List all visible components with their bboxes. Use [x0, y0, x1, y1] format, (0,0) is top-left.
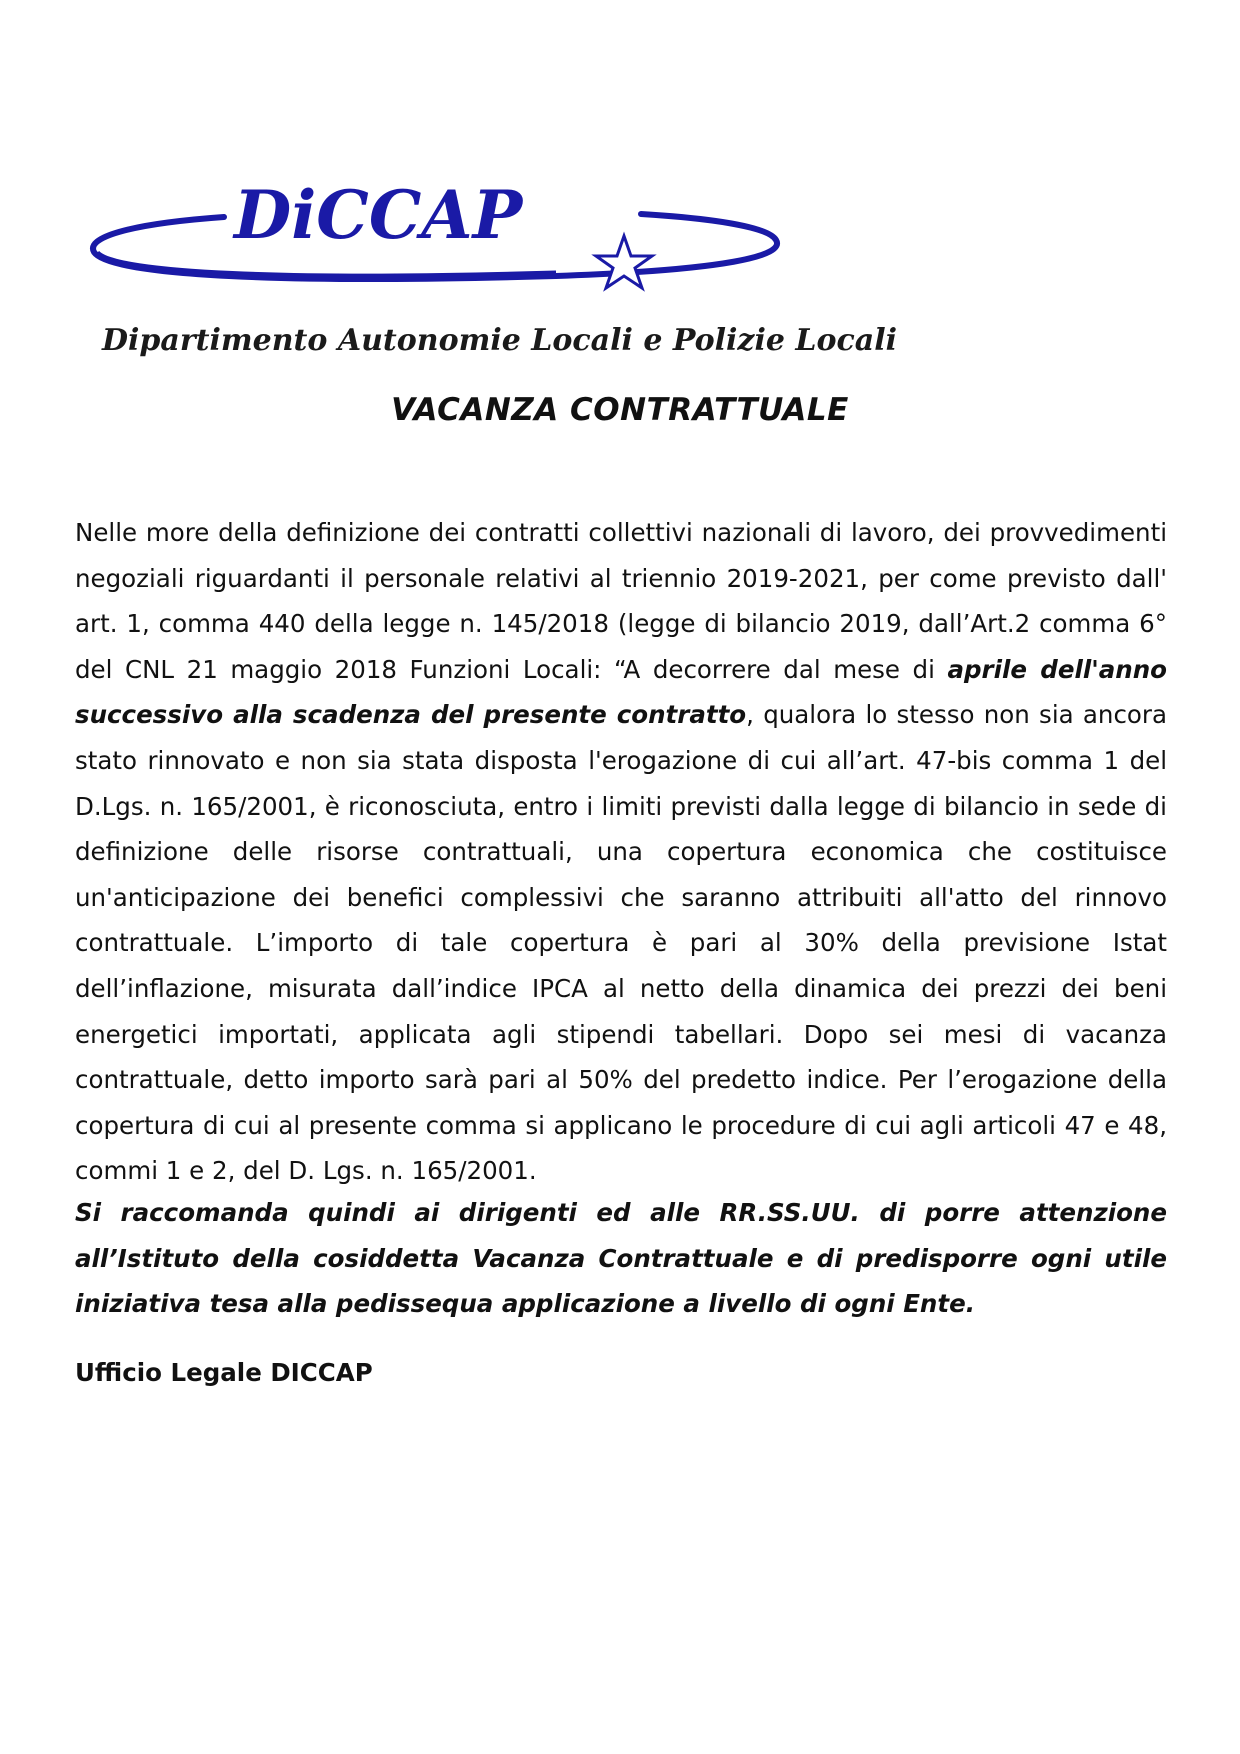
body-emphasis: aprile dell'anno successivo alla scadenza del presente contratto	[75, 654, 1167, 730]
body-text-part1: Nelle more della definizione dei contratti collettivi nazionali di lavoro, dei provvedimenti negoziali riguardanti il personale relativi al triennio 2019-2021, per come previsto dall' art. 1, comma 440 della legge n. 145/2018 (legge di bilancio 2019, dall’Art.2 comma 6° del CNL 21 maggio 2018 Funzioni Locali: “A decorrere dal mese di	[75, 518, 1167, 684]
body-text-part2: , qualora lo stesso non sia ancora stato rinnovato e non sia stata disposta l'erogazione di cui all’art. 47-bis comma 1 del D.Lgs. n. 165/2001, è riconosciuta, entro i limiti previsti dalla legge di bilancio in sede di definizione delle risorse contrattuali, una copertura economica che costituisce un'anticipazione dei benefici complessivi che saranno attribuiti all'atto del rinnovo contrattuale. L’importo di tale copertura è pari al 30% della previsione Istat dell’inflazione, misurata dall’indice IPCA al netto della dinamica dei prezzi dei beni energetici importati, applicata agli stipendi tabellari. Dopo sei mesi di vacanza contrattuale, detto importo sarà pari al 50% del predetto indice. Per l’erogazione della copertura di cui al presente comma si applicano le procedure di cui agli articoli 47 e 48, commi 1 e 2, del D. Lgs. n. 165/2001.	[75, 700, 1167, 1186]
signature: Ufficio Legale DICCAP	[75, 1358, 373, 1387]
body-paragraph	[75, 510, 1167, 1194]
recommendation-paragraph: Si raccomanda quindi ai dirigenti ed alle RR.SS.UU. di porre attenzione all’Istituto della cosiddetta Vacanza Contrattuale e di predisporre ogni utile iniziativa tesa alla pedissequa applicazione a livello di ogni Ente.	[75, 1198, 1167, 1319]
diccap-logo	[86, 176, 897, 366]
star-icon	[596, 236, 652, 288]
logo-wordmark: DiCCAP	[234, 176, 523, 254]
document-title: VACANZA CONTRATTUALE	[391, 392, 849, 428]
logo-subtitle: Dipartimento Autonomie Locali e Polizie Locali	[102, 323, 897, 358]
